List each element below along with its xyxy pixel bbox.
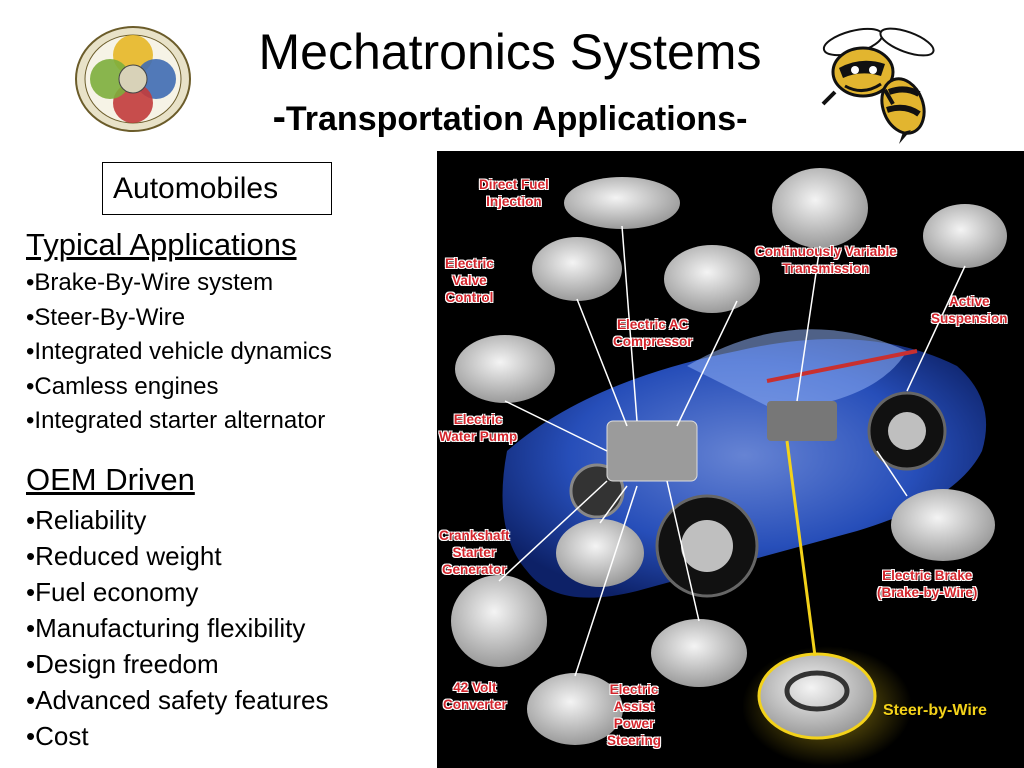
callout-line: Electric (453, 412, 503, 427)
slide-title: Mechatronics Systems (258, 24, 762, 80)
oem-driven-heading: OEM Driven (26, 462, 195, 497)
list-item: • Fuel economy (26, 574, 329, 610)
typical-applications-list (26, 266, 332, 439)
callout-line: Injection (486, 194, 542, 209)
callout-line: Transmission (782, 261, 870, 276)
callout-electric-assist-power-steering (607, 681, 661, 749)
list-item: • Brake-By-Wire system (26, 266, 332, 301)
oem-driven-list (26, 502, 329, 754)
callout-cvt (755, 243, 897, 277)
list-item: • Advanced safety features (26, 682, 329, 718)
callout-electric-water-pump (439, 411, 517, 445)
callout-line: Electric Brake (882, 568, 973, 583)
callout-direct-fuel-injection (479, 176, 549, 210)
callout-line: Electric (609, 682, 659, 697)
typical-applications-heading: Typical Applications (26, 227, 297, 262)
callout-line: (Brake-by-Wire) (877, 585, 978, 600)
callout-line: Power (613, 716, 655, 731)
callout-crankshaft-starter-generator (439, 527, 510, 578)
list-item: • Steer-By-Wire (26, 301, 332, 336)
mechatronics-logo (74, 25, 192, 133)
slide-subtitle (200, 92, 820, 144)
callout-line: Control (445, 290, 494, 305)
list-item: • Integrated starter alternator (26, 404, 332, 439)
callout-electric-brake (877, 567, 977, 601)
callout-line: Starter (452, 545, 497, 560)
subtitle-dash: - (272, 95, 286, 139)
callout-line: Continuously Variable (755, 244, 897, 259)
callout-line: Electric AC (617, 317, 689, 332)
callout-electric-ac-compressor (613, 316, 693, 350)
callout-active-suspension (931, 293, 1008, 327)
callout-line: Converter (443, 697, 507, 712)
callout-line: Valve (452, 273, 487, 288)
callout-line: Crankshaft (439, 528, 510, 543)
list-item: • Cost (26, 718, 329, 754)
callout-line: Direct Fuel (479, 177, 549, 192)
callout-steer-by-wire: Steer-by-Wire (883, 702, 987, 719)
callout-line: Assist (613, 699, 655, 714)
callout-line: Water Pump (439, 429, 518, 444)
callout-line: Suspension (931, 311, 1008, 326)
callout-line: Electric (445, 256, 494, 271)
callout-line: Active (948, 294, 990, 309)
car-mechatronics-illustration (437, 151, 1024, 768)
callout-line: Generator (442, 562, 507, 577)
callout-line: Compressor (613, 334, 693, 349)
callout-42-volt-converter (443, 679, 507, 713)
callout-electric-valve-control (445, 255, 494, 306)
list-item: • Integrated vehicle dynamics (26, 335, 332, 370)
category-label-box: Automobiles (102, 162, 332, 215)
list-item: • Camless engines (26, 370, 332, 405)
list-item: • Design freedom (26, 646, 329, 682)
subtitle-text: Transportation Applications- (285, 100, 748, 138)
callout-line: Steering (607, 733, 662, 748)
list-item: • Manufacturing flexibility (26, 610, 329, 646)
callout-line: 42 Volt (453, 680, 497, 695)
list-item: • Reduced weight (26, 538, 329, 574)
list-item: • Reliability (26, 502, 329, 538)
yellow-jacket-mascot-icon (815, 20, 940, 145)
